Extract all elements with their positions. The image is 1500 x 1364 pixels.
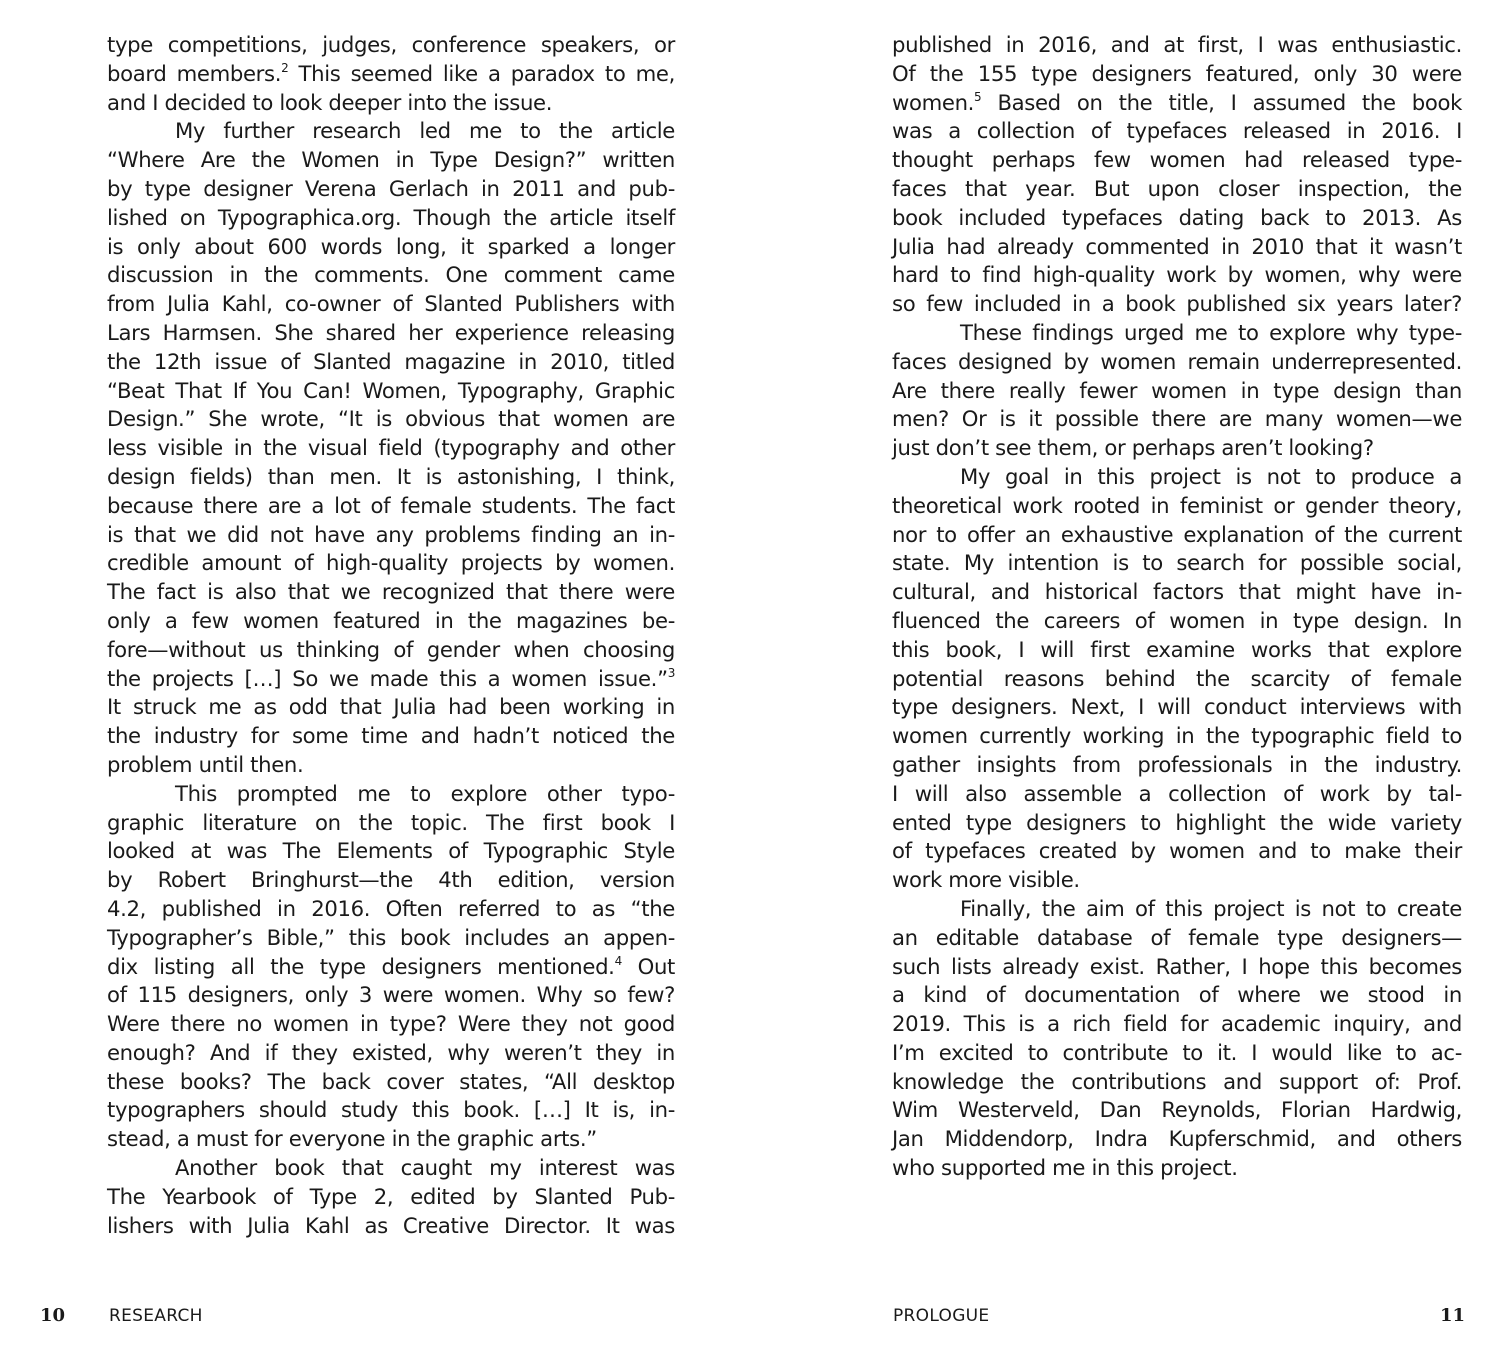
text-line bbox=[892, 780, 1462, 809]
line-text: problem until then. bbox=[107, 751, 304, 777]
line-text: This prompted me to explore other typo- bbox=[175, 780, 675, 806]
line-text: discussion in the comments. One comment came bbox=[107, 262, 675, 288]
line-text: “Where Are the Women in Type Design?” written bbox=[107, 147, 675, 173]
line-text: only a few women featured in the magazines be- bbox=[107, 607, 675, 633]
text-line bbox=[892, 1039, 1462, 1068]
line-text: The Yearbook of Type 2, edited by Slanted Pub- bbox=[107, 1183, 675, 1209]
left-page-body bbox=[107, 31, 675, 1240]
text-line bbox=[892, 1068, 1462, 1097]
text-line bbox=[892, 233, 1462, 262]
text-line bbox=[892, 809, 1462, 838]
text-line bbox=[107, 809, 675, 838]
text-line bbox=[892, 319, 1462, 348]
text-line bbox=[892, 578, 1462, 607]
line-text: These findings urged me to explore why type- bbox=[960, 319, 1462, 345]
line-text: of 115 designers, only 3 were women. Why so few? bbox=[107, 982, 675, 1008]
text-line bbox=[107, 60, 675, 89]
text-line bbox=[107, 578, 675, 607]
text-line bbox=[107, 117, 675, 146]
text-line bbox=[892, 895, 1462, 924]
text-line bbox=[892, 549, 1462, 578]
line-text: Finally, the aim of this project is not to create bbox=[960, 895, 1462, 921]
text-line bbox=[892, 837, 1462, 866]
right-running-head: PROLOGUE bbox=[893, 1306, 990, 1326]
line-text: faces designed by women remain underrepresented. bbox=[892, 348, 1462, 374]
line-text: who supported me in this project. bbox=[892, 1155, 1238, 1181]
line-text: published in 2016, and at first, I was enthusiastic. bbox=[892, 32, 1462, 57]
text-line bbox=[107, 31, 675, 60]
text-line bbox=[892, 261, 1462, 290]
line-text: these books? The back cover states, “All desktop bbox=[107, 1068, 675, 1094]
text-line bbox=[107, 233, 675, 262]
line-text: such lists already exist. Rather, I hope this becomes bbox=[892, 953, 1462, 979]
text-line bbox=[107, 837, 675, 866]
text-line bbox=[107, 319, 675, 348]
text-line bbox=[892, 117, 1462, 146]
line-text: because there are a lot of female students. The fact bbox=[107, 492, 675, 518]
text-line bbox=[107, 924, 675, 953]
line-text: stead, a must for everyone in the graphic arts.” bbox=[107, 1126, 597, 1152]
line-text: was a collection of typefaces released in 2016. I bbox=[892, 118, 1462, 144]
text-line bbox=[107, 780, 675, 809]
line-text: fore—without us thinking of gender when choosing bbox=[107, 636, 675, 662]
text-line bbox=[107, 261, 675, 290]
line-text: The fact is also that we recognized that there were bbox=[107, 579, 675, 605]
left-page-number: 10 bbox=[40, 1305, 66, 1326]
line-text: the projects […] So we made this a women issue.” bbox=[107, 665, 668, 691]
text-line bbox=[892, 405, 1462, 434]
line-text: board members. bbox=[107, 60, 282, 86]
line-text: Were there no women in type? Were they not good bbox=[107, 1011, 675, 1037]
line-text: from Julia Kahl, co-owner of Slanted Publishers with bbox=[107, 291, 675, 317]
text-line bbox=[892, 175, 1462, 204]
text-line bbox=[107, 1068, 675, 1097]
line-text: hard to find high-quality work by women, why were bbox=[892, 262, 1462, 288]
line-text: knowledge the contributions and support of: Prof. bbox=[892, 1068, 1462, 1094]
line-text: 2019. This is a rich field for academic inquiry, and bbox=[892, 1011, 1462, 1037]
line-text: ented type designers to highlight the wide variety bbox=[892, 809, 1462, 835]
text-line bbox=[892, 751, 1462, 780]
text-line bbox=[892, 1010, 1462, 1039]
line-text-continued: Based on the title, I assumed the book bbox=[981, 89, 1462, 115]
line-text: faces that year. But upon closer inspection, the bbox=[892, 175, 1462, 201]
text-line bbox=[107, 636, 675, 665]
text-line bbox=[107, 607, 675, 636]
text-line bbox=[107, 549, 675, 578]
line-text: Another book that caught my interest was bbox=[175, 1155, 675, 1181]
text-line bbox=[107, 1039, 675, 1068]
line-text: just don’t see them, or perhaps aren’t looking? bbox=[892, 435, 1374, 461]
line-text: fluenced the careers of women in type design. In bbox=[892, 607, 1462, 633]
text-line bbox=[892, 348, 1462, 377]
text-line bbox=[892, 636, 1462, 665]
line-text: theoretical work rooted in feminist or gender theory, bbox=[892, 492, 1462, 518]
text-line bbox=[107, 290, 675, 319]
text-line bbox=[107, 665, 675, 694]
text-line bbox=[107, 1212, 675, 1241]
text-line bbox=[107, 1010, 675, 1039]
text-line bbox=[107, 866, 675, 895]
text-line bbox=[107, 434, 675, 463]
text-line bbox=[892, 1154, 1462, 1183]
line-text: so few included in a book published six years later? bbox=[892, 291, 1462, 317]
line-text: credible amount of high-quality projects by women. bbox=[107, 550, 675, 576]
line-text: the industry for some time and hadn’t noticed the bbox=[107, 723, 675, 749]
text-line bbox=[107, 348, 675, 377]
line-text: Typographer’s Bible,” this book includes an appen- bbox=[107, 924, 675, 950]
text-line bbox=[107, 953, 675, 982]
line-text: I’m excited to contribute to it. I would like to ac- bbox=[892, 1039, 1462, 1065]
line-text: looked at was The Elements of Typographic Style bbox=[107, 838, 675, 864]
line-text: lished on Typographica.org. Though the article itself bbox=[107, 204, 675, 230]
text-line bbox=[107, 146, 675, 175]
left-running-head: RESEARCH bbox=[109, 1306, 203, 1326]
text-line bbox=[107, 1183, 675, 1212]
text-line bbox=[107, 89, 675, 118]
text-line bbox=[107, 405, 675, 434]
line-text: design fields) than men. It is astonishing, I think, bbox=[107, 463, 675, 489]
line-text: type competitions, judges, conference speakers, or bbox=[107, 32, 675, 57]
line-text: work more visible. bbox=[892, 867, 1080, 893]
line-text: an editable database of female type designers— bbox=[892, 924, 1462, 950]
line-text: gather insights from professionals in the industry. bbox=[892, 751, 1462, 777]
text-line bbox=[892, 31, 1462, 60]
text-line bbox=[892, 607, 1462, 636]
line-text: a kind of documentation of where we stood in bbox=[892, 982, 1462, 1008]
footnote-marker: 2 bbox=[281, 60, 289, 75]
line-text: Lars Harmsen. She shared her experience releasing bbox=[107, 319, 675, 345]
text-line bbox=[892, 204, 1462, 233]
line-text: Jan Middendorp, Indra Kupferschmid, and others bbox=[892, 1126, 1462, 1152]
text-line bbox=[892, 866, 1462, 895]
right-page-body bbox=[892, 31, 1462, 1183]
text-line bbox=[892, 953, 1462, 982]
line-text: this book, I will first examine works that explore bbox=[892, 636, 1462, 662]
line-text: men? Or is it possible there are many women—we bbox=[892, 406, 1462, 432]
text-line bbox=[107, 175, 675, 204]
text-line bbox=[892, 290, 1462, 319]
text-line bbox=[107, 377, 675, 406]
line-text: thought perhaps few women had released type- bbox=[892, 147, 1462, 173]
text-line bbox=[107, 895, 675, 924]
line-text: and I decided to look deeper into the issue. bbox=[107, 89, 553, 115]
text-line bbox=[107, 1096, 675, 1125]
line-text: Wim Westerveld, Dan Reynolds, Florian Hardwig, bbox=[892, 1097, 1462, 1123]
line-text: type designers. Next, I will conduct interviews with bbox=[892, 694, 1462, 720]
text-line bbox=[892, 463, 1462, 492]
text-line bbox=[892, 1096, 1462, 1125]
text-line bbox=[892, 924, 1462, 953]
text-line bbox=[892, 89, 1462, 118]
footnote-marker: 4 bbox=[614, 953, 622, 968]
line-text: nor to offer an exhaustive explanation of the current bbox=[892, 521, 1462, 547]
text-line bbox=[892, 492, 1462, 521]
text-line bbox=[892, 434, 1462, 463]
text-line bbox=[892, 521, 1462, 550]
line-text: graphic literature on the topic. The first book I bbox=[107, 809, 675, 835]
line-text: is that we did not have any problems finding an in- bbox=[107, 521, 675, 547]
line-text: 4.2, published in 2016. Often referred to as “the bbox=[107, 895, 675, 921]
line-text: women currently working in the typographic field to bbox=[892, 723, 1462, 749]
text-line bbox=[107, 693, 675, 722]
line-text-continued: Out bbox=[621, 953, 675, 979]
line-text: Of the 155 type designers featured, only 30 were bbox=[892, 60, 1462, 86]
text-line bbox=[892, 981, 1462, 1010]
line-text: the 12th issue of Slanted magazine in 2010, titled bbox=[107, 348, 675, 374]
footnote-marker: 3 bbox=[667, 665, 675, 680]
line-text: Design.” She wrote, “It is obvious that women are bbox=[107, 406, 675, 432]
text-line bbox=[107, 521, 675, 550]
line-text: potential reasons behind the scarcity of female bbox=[892, 665, 1462, 691]
line-text: My goal in this project is not to produce a bbox=[960, 463, 1462, 489]
line-text: women. bbox=[892, 89, 975, 115]
line-text: book included typefaces dating back to 2013. As bbox=[892, 204, 1462, 230]
text-line bbox=[892, 377, 1462, 406]
text-line bbox=[892, 146, 1462, 175]
footnote-marker: 5 bbox=[974, 89, 982, 104]
text-line bbox=[107, 1154, 675, 1183]
line-text: state. My intention is to search for possible social, bbox=[892, 550, 1462, 576]
text-line bbox=[107, 463, 675, 492]
line-text-continued: This seemed like a paradox to me, bbox=[288, 60, 675, 86]
text-line bbox=[892, 665, 1462, 694]
line-text: It struck me as odd that Julia had been working in bbox=[107, 694, 675, 720]
text-line bbox=[892, 722, 1462, 751]
text-line bbox=[892, 60, 1462, 89]
line-text: cultural, and historical factors that might have in- bbox=[892, 579, 1462, 605]
line-text: enough? And if they existed, why weren’t they in bbox=[107, 1039, 675, 1065]
text-line bbox=[107, 204, 675, 233]
line-text: dix listing all the type designers mentioned. bbox=[107, 953, 615, 979]
text-line bbox=[107, 981, 675, 1010]
line-text: “Beat That If You Can! Women, Typography, Graphic bbox=[107, 377, 675, 403]
line-text: typographers should study this book. […] It is, in- bbox=[107, 1097, 675, 1123]
text-line bbox=[107, 1125, 675, 1154]
text-line bbox=[892, 1125, 1462, 1154]
line-text: I will also assemble a collection of work by tal- bbox=[892, 780, 1462, 806]
right-page-number: 11 bbox=[1440, 1305, 1466, 1326]
line-text: is only about 600 words long, it sparked a longer bbox=[107, 233, 675, 259]
line-text: less visible in the visual field (typography and other bbox=[107, 435, 675, 461]
line-text: of typefaces created by women and to make their bbox=[892, 838, 1462, 864]
line-text: Are there really fewer women in type design than bbox=[892, 377, 1462, 403]
text-line bbox=[892, 693, 1462, 722]
line-text: by type designer Verena Gerlach in 2011 and pub- bbox=[107, 175, 675, 201]
text-line bbox=[107, 492, 675, 521]
line-text: lishers with Julia Kahl as Creative Director. It was bbox=[107, 1212, 675, 1238]
text-line bbox=[107, 722, 675, 751]
line-text: My further research led me to the article bbox=[175, 118, 675, 144]
line-text: by Robert Bringhurst—the 4th edition, version bbox=[107, 867, 675, 893]
line-text: Julia had already commented in 2010 that it wasn’t bbox=[892, 233, 1462, 259]
text-line bbox=[107, 751, 675, 780]
